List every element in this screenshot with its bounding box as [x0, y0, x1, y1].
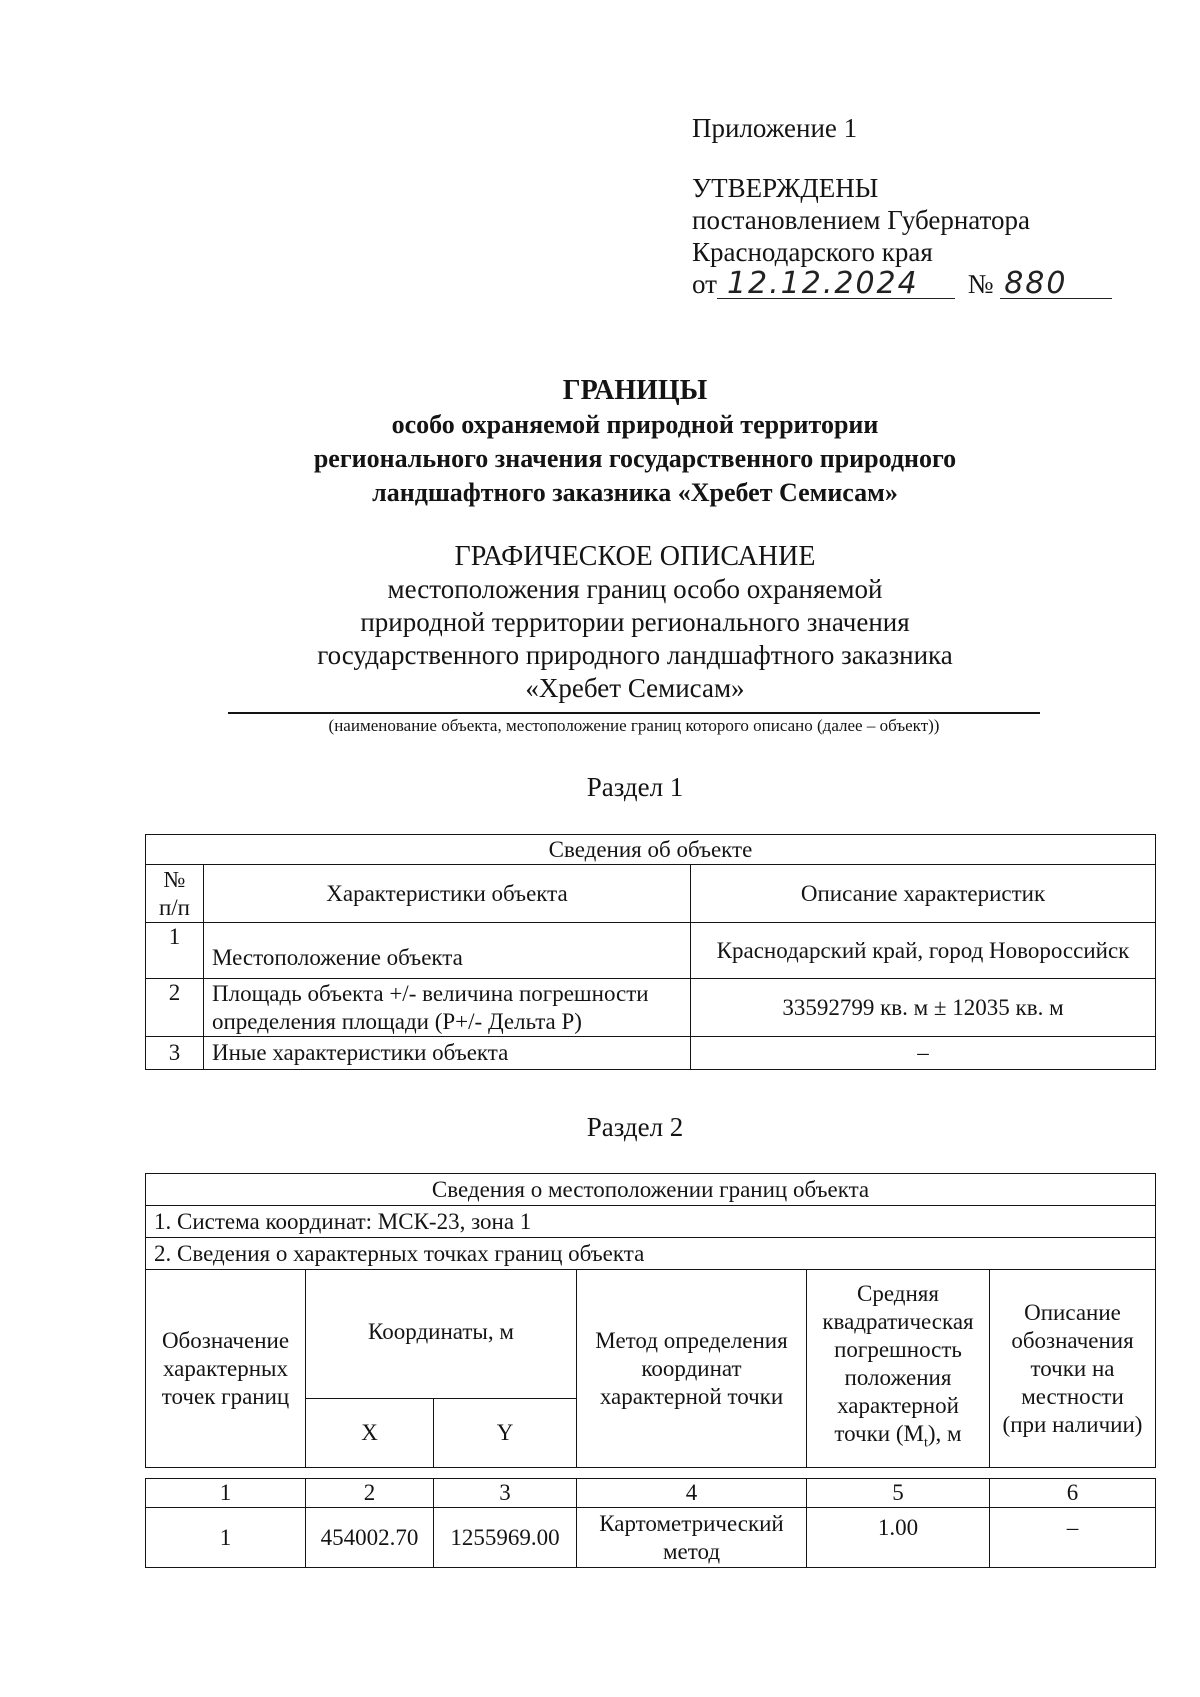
- boundary-table-title: Сведения о местоположении границ объекта: [146, 1174, 1156, 1206]
- point-error: 1.00: [807, 1508, 990, 1568]
- header-point-description: Описание обозначения точки на местности (при наличии): [990, 1270, 1156, 1468]
- points-title: 2. Сведения о характерных точках границ объекта: [146, 1238, 1156, 1270]
- point-method: Картометрический метод: [577, 1508, 807, 1568]
- graphic-line-2: природной территории регионального значения: [360, 607, 910, 637]
- approval-date-line: [692, 268, 1112, 300]
- col-number-5: 5: [807, 1479, 990, 1508]
- row-name: Иные характеристики объекта: [204, 1037, 691, 1070]
- graphic-heading: ГРАФИЧЕСКОЕ ОПИСАНИЕ: [454, 541, 816, 572]
- row-num: 2: [146, 979, 204, 1037]
- title-heading: ГРАНИЦЫ: [562, 375, 708, 406]
- table-row: [146, 1037, 1156, 1070]
- document-title: [0, 374, 1200, 510]
- header-designation: Обозначение характерных точек границ: [146, 1270, 306, 1468]
- approval-block: [692, 112, 1112, 300]
- title-line-1: особо охраняемой природной территории: [391, 410, 879, 439]
- coordinate-system: 1. Система координат: МСК-23, зона 1: [146, 1206, 1156, 1238]
- approved-region-line: Краснодарского края: [692, 237, 933, 267]
- title-line-2: регионального значения государственного природного: [313, 444, 957, 473]
- row-name: Площадь объекта +/- величина погрешности определения площади (P+/- Дельта P): [204, 979, 691, 1037]
- appendix-label: Приложение 1: [692, 113, 858, 143]
- boundary-points-table: [145, 1478, 1156, 1568]
- row-value: Краснодарский край, город Новороссийск: [691, 923, 1156, 979]
- header-coordinates: Координаты, м: [306, 1270, 577, 1399]
- object-name-caption: (наименование объекта, местоположение границ которого описано (далее – объект)): [328, 716, 940, 735]
- approved-by-line: постановлением Губернатора: [692, 205, 1030, 235]
- table-row: [146, 979, 1156, 1037]
- row-value: 33592799 кв. м ± 12035 кв. м: [691, 979, 1156, 1037]
- number-prefix: №: [967, 269, 994, 299]
- row-num: 3: [146, 1037, 204, 1070]
- handwritten-date: 12.12.2024: [726, 266, 919, 301]
- header-x: X: [306, 1399, 434, 1468]
- boundary-info-table: [145, 1173, 1156, 1468]
- table-row: [146, 923, 1156, 979]
- col-number-6: 6: [990, 1479, 1156, 1508]
- section-2-title: Раздел 2: [586, 1112, 684, 1142]
- header-y: Y: [434, 1399, 577, 1468]
- graphic-line-1: местоположения границ особо охраняемой: [387, 574, 883, 604]
- object-info-table-title: Сведения об объекте: [146, 835, 1156, 865]
- header-method: Метод определения координат характерной точки: [577, 1270, 807, 1468]
- date-prefix: от: [692, 269, 717, 299]
- header-description: Описание характеристик: [691, 865, 1156, 923]
- title-line-3: ландшафтного заказника «Хребет Семисам»: [372, 478, 898, 507]
- col-number-3: 3: [434, 1479, 577, 1508]
- header-characteristics: Характеристики объекта: [204, 865, 691, 923]
- col-number-2: 2: [306, 1479, 434, 1508]
- table-row: [146, 1508, 1156, 1568]
- column-number-row: [146, 1479, 1156, 1508]
- point-y: 1255969.00: [434, 1508, 577, 1568]
- section-1-title: Раздел 1: [586, 772, 684, 802]
- point-id: 1: [146, 1508, 306, 1568]
- object-name-underline: [228, 712, 1040, 714]
- graphic-line-4: «Хребет Семисам»: [525, 673, 745, 703]
- row-name: Местоположение объекта: [204, 923, 691, 979]
- graphic-line-3: государственного природного ландшафтного заказника: [317, 640, 953, 670]
- graphic-description: [0, 540, 1200, 705]
- col-number-1: 1: [146, 1479, 306, 1508]
- point-description: –: [990, 1508, 1156, 1568]
- row-num: 1: [146, 923, 204, 979]
- point-x: 454002.70: [306, 1508, 434, 1568]
- object-info-table: [145, 834, 1156, 1070]
- approved-label: УТВЕРЖДЕНЫ: [692, 173, 879, 203]
- header-error: Средняя квадратическая погрешность положения характерной точки $(M_t)$, м: [807, 1270, 990, 1468]
- col-number-4: 4: [577, 1479, 807, 1508]
- row-value: –: [691, 1037, 1156, 1070]
- header-num: № п/п: [146, 865, 204, 923]
- handwritten-number: 880: [1004, 266, 1068, 301]
